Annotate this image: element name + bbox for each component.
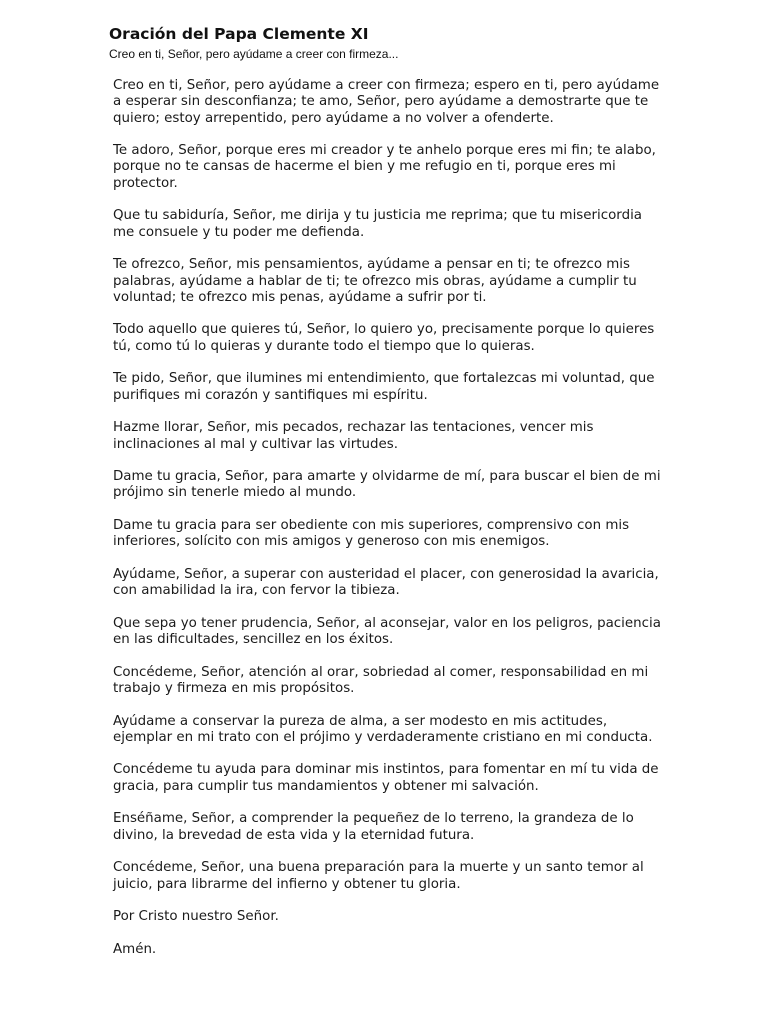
prayer-body bbox=[113, 78, 665, 974]
paragraph-ensename: Enséñame, Señor, a comprender la pequeñez de lo terreno, la grandeza de lo divino, la brevedad de esta vida y la eternidad futura. bbox=[113, 811, 634, 843]
paragraph-prudencia: Que sepa yo tener prudencia, Señor, al aconsejar, valor en los peligros, paciencia en las dificultades, sencillez en los éxitos. bbox=[113, 615, 661, 648]
document-header bbox=[109, 24, 728, 62]
document-title: Oración del Papa Clemente XI bbox=[109, 25, 369, 43]
paragraph-concedeme-atencion: Concédeme, Señor, atención al orar, sobriedad al comer, responsabilidad en mi trabajo y firmeza en mis propósitos. bbox=[113, 664, 649, 696]
paragraph-pureza-alma: Ayúdame a conservar la pureza de alma, a ser modesto en mis actitudes, ejemplar en mi trato con el prójimo y verdaderamente cristiano en mi conducta. bbox=[113, 713, 653, 745]
paragraph-te-adoro: Te adoro, Señor, porque eres mi creador y te anhelo porque eres mi fin; te alabo, porque no te cansas de hacerme el bien y me refugio en ti, porque eres mi protector. bbox=[113, 143, 656, 191]
paragraph-hazme-llorar: Hazme llorar, Señor, mis pecados, rechazar las tentaciones, vencer mis inclinaciones al mal y cultivar las virtudes. bbox=[113, 420, 594, 452]
paragraph-te-pido: Te pido, Señor, que ilumines mi entendimiento, que fortalezcas mi voluntad, que purifiques mi corazón y santifiques mi espíritu. bbox=[113, 371, 655, 403]
paragraph-concedeme-ayuda: Concédeme tu ayuda para dominar mis instintos, para fomentar en mí tu vida de gracia, para cumplir tus mandamientos y obtener mi salvación. bbox=[113, 762, 659, 794]
paragraph-amen: Amén. bbox=[113, 941, 157, 957]
document-subtitle: Creo en ti, Señor, pero ayúdame a creer con firmeza... bbox=[109, 47, 399, 61]
paragraph-por-cristo: Por Cristo nuestro Señor. bbox=[113, 909, 279, 925]
paragraph-preparacion-muerte: Concédeme, Señor, una buena preparación para la muerte y un santo temor al juicio, para librarme del infierno y obtener tu gloria. bbox=[113, 860, 644, 892]
paragraph-todo-aquello: Todo aquello que quieres tú, Señor, lo quiero yo, precisamente porque lo quieres tú, como tú lo quieras y durante todo el tiempo que lo quieras. bbox=[113, 322, 655, 354]
paragraph-creo: Creo en ti, Señor, pero ayúdame a creer con firmeza; espero en ti, pero ayúdame a esperar sin desconfianza; te amo, Señor, pero ayúdame a demostrarte que te quiero; estoy arrepentido, pero ayúdame a no volver a ofenderte. bbox=[113, 78, 660, 126]
paragraph-ayudame-superar: Ayúdame, Señor, a superar con austeridad el placer, con generosidad la avaricia, con amabilidad la ira, con fervor la tibieza. bbox=[113, 566, 659, 599]
paragraph-sabiduria: Que tu sabiduría, Señor, me dirija y tu justicia me reprima; que tu misericordia me consuele y tu poder me defienda. bbox=[113, 208, 642, 240]
paragraph-te-ofrezco: Te ofrezco, Señor, mis pensamientos, ayúdame a pensar en ti; te ofrezco mis palabras, ayúdame a hablar de ti; te ofrezco mis obras, ayúdame a cumplir tu voluntad; te ofrezco mis penas, ayúdame a sufrir por ti. bbox=[113, 257, 637, 305]
paragraph-dame-gracia-amarte: Dame tu gracia, Señor, para amarte y olvidarme de mí, para buscar el bien de mi prójimo sin tenerle miedo al mundo. bbox=[113, 469, 661, 501]
paragraph-dame-gracia-obediente: Dame tu gracia para ser obediente con mis superiores, comprensivo con mis inferiores, solícito con mis amigos y generoso con mis enemigos. bbox=[113, 518, 630, 550]
